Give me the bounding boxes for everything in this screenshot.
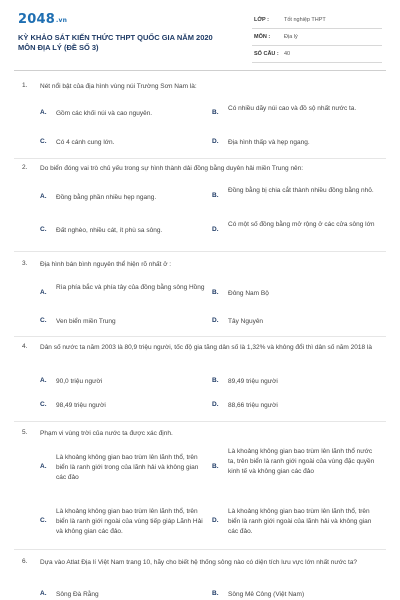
exam-meta <box>252 14 382 65</box>
question-divider <box>14 251 386 252</box>
exam-subtitle: MÔN ĐỊA LÝ (ĐỀ SỐ 3) <box>18 43 99 52</box>
question-text: Dựa vào Atlat Địa lí Việt Nam trang 10, hãy cho biết hệ thống sông nào có diện tích lưu vực lớn nhất nước ta? <box>40 559 358 566</box>
question-number: 1. <box>22 82 28 89</box>
site-logo[interactable]: 2048.vn <box>18 12 68 27</box>
exam-header <box>0 0 400 66</box>
meta-subject-value: Địa lý <box>284 34 298 40</box>
header-divider <box>14 70 386 71</box>
question-text: Nét nổi bật của địa hình vùng núi Trường Sơn Nam là: <box>40 83 197 90</box>
question-divider <box>14 158 386 159</box>
question-number: 5. <box>22 429 28 436</box>
meta-subject <box>252 31 382 46</box>
meta-count-value: 40 <box>284 51 291 57</box>
question-text: Phạm vi vùng trời của nước ta được xác định. <box>40 430 173 437</box>
meta-class-value: Tốt nghiệp THPT <box>284 17 326 23</box>
question-divider <box>14 336 386 337</box>
question-number: 4. <box>22 343 28 350</box>
question-divider <box>14 549 386 550</box>
exam-title: KỲ KHẢO SÁT KIẾN THỨC THPT QUỐC GIA NĂM 2020 <box>18 33 213 42</box>
question-divider <box>14 421 386 422</box>
meta-class-label: LỚP : <box>254 17 269 23</box>
question-text: Do biển đóng vai trò chủ yếu trong sự hình thành dải đồng bằng duyên hải miền Trung nên: <box>40 165 304 172</box>
meta-count <box>252 48 382 63</box>
question-text: Địa hình bán bình nguyên thể hiện rõ nhất ở : <box>40 261 172 268</box>
meta-subject-label: MÔN : <box>254 34 271 40</box>
question-text: Dân số nước ta năm 2003 là 80,9 triệu người, tốc độ gia tăng dân số là 1,32% và không đổi thì dân số năm 2018 là <box>40 344 372 351</box>
meta-count-label: SỐ CÂU : <box>254 51 279 57</box>
meta-class <box>252 14 382 29</box>
question-number: 6. <box>22 558 28 565</box>
question-number: 2. <box>22 164 28 171</box>
question-number: 3. <box>22 260 28 267</box>
